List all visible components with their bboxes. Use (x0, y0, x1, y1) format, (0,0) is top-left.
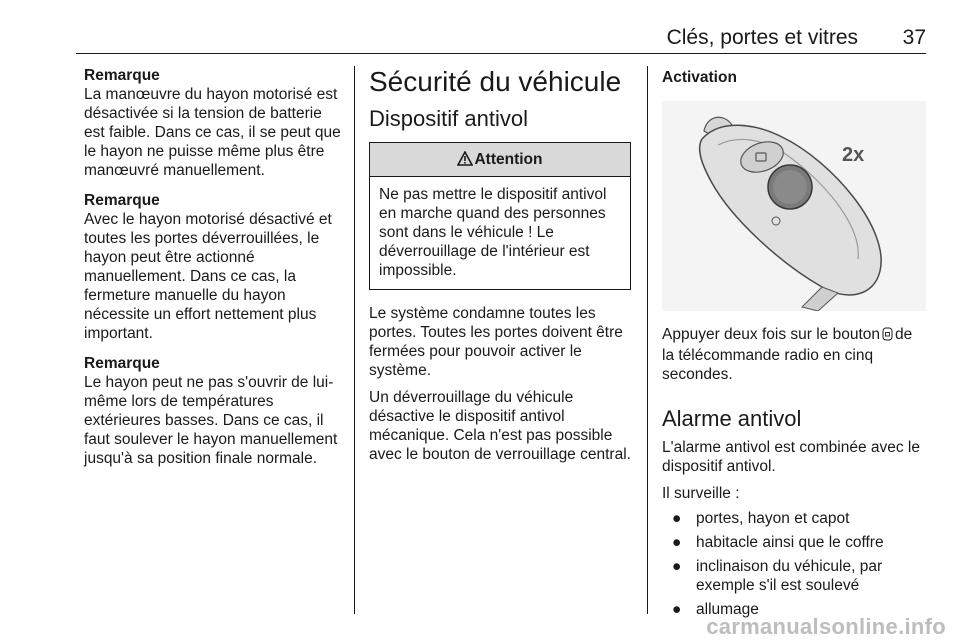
list-item: ● inclinaison du véhicule, par exemple s'il est soulevé (672, 558, 883, 594)
attention-box (369, 142, 631, 290)
right-column (662, 66, 926, 624)
body-paragraph: Un déverrouillage du véhicule désactive le dispositif antivol mécanique. Cela n'est pas possible avec le bouton de verrouillage central. (369, 389, 631, 463)
subsection-heading: Dispositif antivol (369, 106, 528, 131)
warning-triangle-icon (457, 151, 473, 171)
note-title: Remarque (84, 355, 160, 372)
press-count-label: 2x (842, 144, 865, 166)
body-paragraph: Le système condamne toutes les portes. Toutes les portes doivent être fermées pour pouvoir activer le système. (369, 305, 623, 379)
left-column (84, 66, 346, 479)
chapter-title: Clés, portes et vitres (666, 26, 858, 49)
note-2 (84, 191, 346, 343)
column-divider-1 (354, 66, 355, 614)
activation-title: Activation (662, 69, 737, 86)
alarm-text: L'alarme antivol est combinée avec le dispositif antivol. (662, 439, 920, 475)
column-divider-2 (647, 66, 648, 614)
activation-instruction: Appuyer deux fois sur le bouton de la télécommande radio en cinq secondes. (662, 326, 913, 383)
page-header (76, 26, 926, 50)
note-title: Remarque (84, 192, 160, 209)
section-heading: Sécurité du véhicule (369, 66, 622, 97)
attention-text: Ne pas mettre le dispositif antivol en marche quand des personnes sont dans le véhicule ! Le déverrouillage de l'intérieur est impossible. (379, 186, 607, 279)
watermark: carmanualsonline.info (706, 614, 946, 639)
note-title: Remarque (84, 67, 160, 84)
note-text: La manœuvre du hayon motorisé est désactivée si la tension de batterie est faible. Dans ce cas, il se peut que le hayon ne puisse même plus être manœuvré manuellement. (84, 86, 341, 179)
list-item: ● allumage (672, 601, 759, 618)
monitor-list (662, 509, 926, 619)
list-item: ● portes, hayon et capot (672, 510, 850, 527)
monitors-intro: Il surveille : (662, 485, 740, 502)
note-text: Le hayon peut ne pas s'ouvrir de lui-même lors de températures extérieures basses. Dans ce cas, il faut soulever le hayon manuellement jusqu'à sa position finale normale. (84, 374, 338, 467)
header-divider (76, 53, 926, 54)
note-text: Avec le hayon motorisé désactivé et toutes les portes déverrouillées, le hayon peut être actionné manuellement. Dans ce cas, la fermeture manuelle du hayon nécessite un effort nettement plus important. (84, 211, 332, 342)
page-number: 37 (902, 26, 926, 49)
remote-key-illustration (662, 101, 926, 311)
alarm-heading: Alarme antivol (662, 406, 802, 431)
middle-column (369, 66, 631, 464)
note-3 (84, 354, 346, 468)
attention-title: Attention (474, 151, 543, 168)
note-1 (84, 66, 346, 180)
list-item: ● habitacle ainsi que le coffre (672, 534, 884, 551)
lock-button-icon (882, 327, 893, 346)
attention-header (370, 143, 630, 177)
